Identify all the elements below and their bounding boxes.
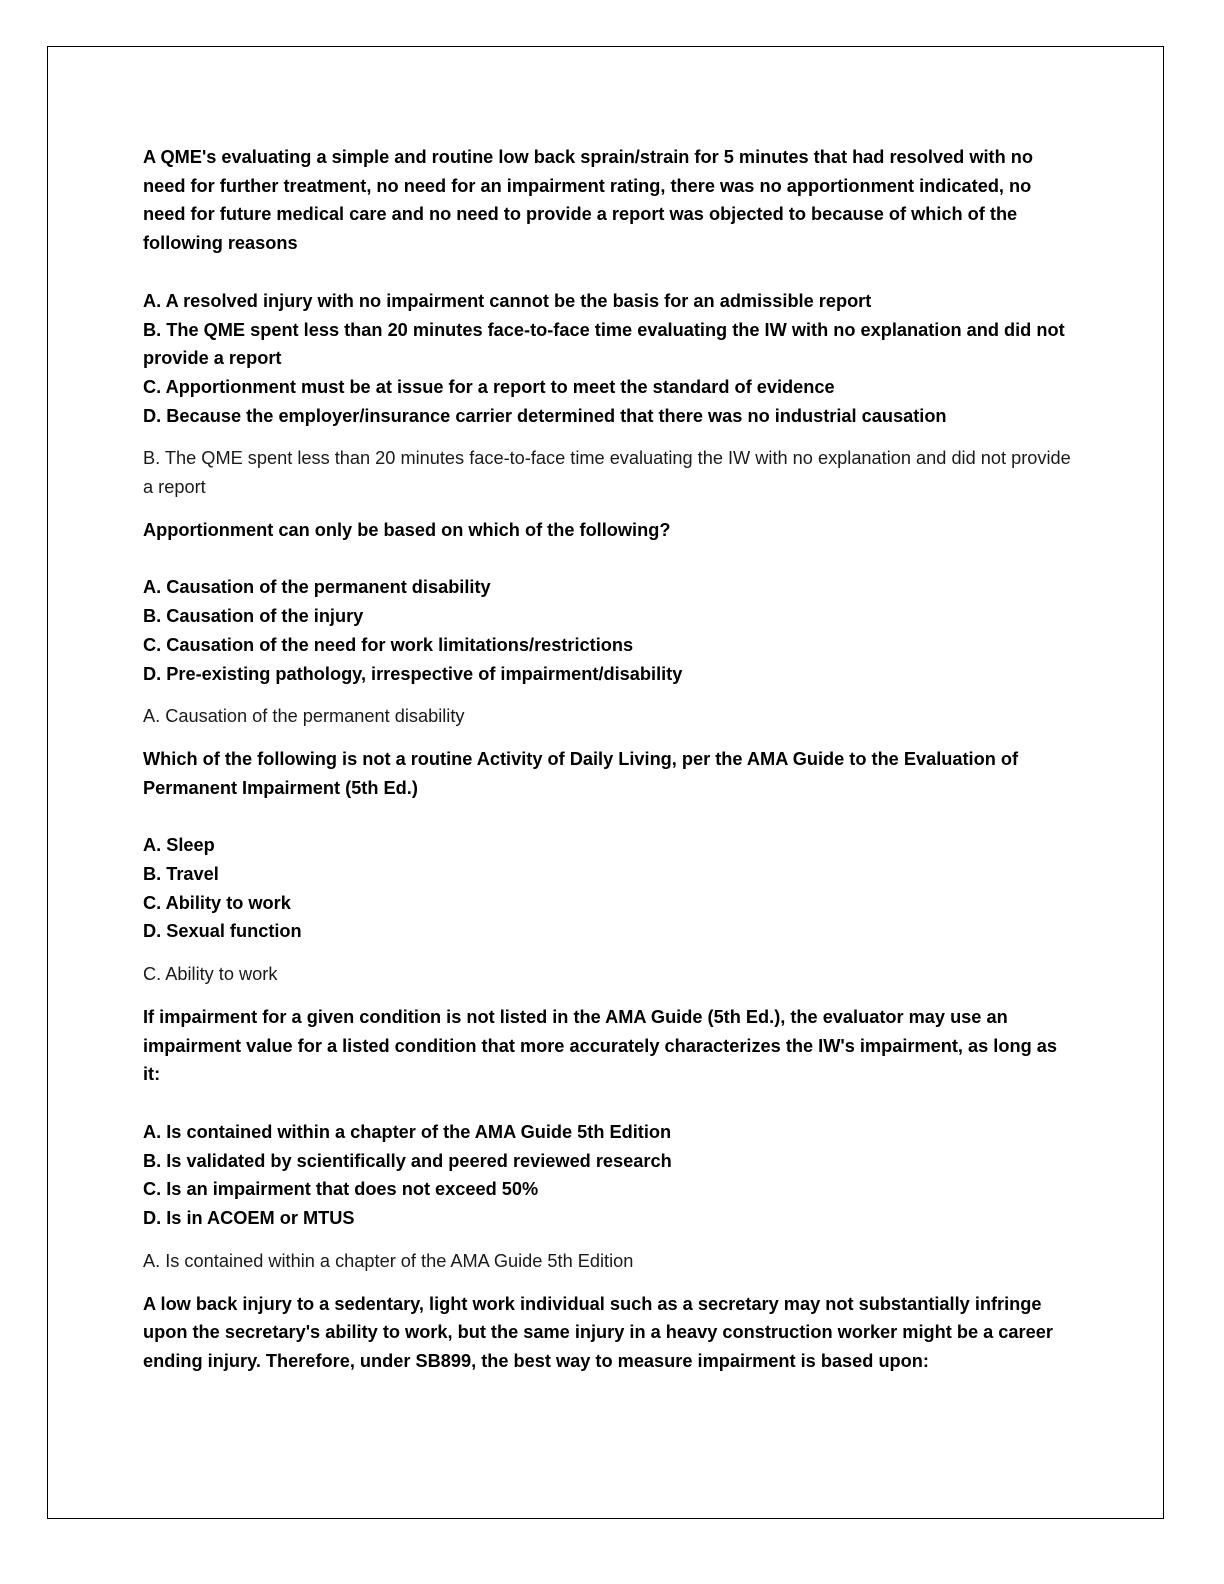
- option-d: D. Because the employer/insurance carrier determined that there was no industrial causation: [143, 405, 947, 426]
- option-d: D. Is in ACOEM or MTUS: [143, 1208, 355, 1229]
- options-list: [143, 287, 1078, 431]
- options-list: [143, 831, 1078, 946]
- option-c: C. Ability to work: [143, 892, 291, 913]
- option-d: D. Pre-existing pathology, irrespective of impairment/disability: [143, 663, 683, 684]
- question-block: [143, 1290, 1078, 1376]
- option-b: B. The QME spent less than 20 minutes face-to-face time evaluating the IW with no explanation and did not provide a report: [143, 319, 1065, 369]
- question-block: [143, 516, 1078, 731]
- option-b: B. Travel: [143, 864, 219, 885]
- options-list: [143, 1118, 1078, 1233]
- answer-text: A. Causation of the permanent disability: [143, 706, 465, 727]
- option-d: D. Sexual function: [143, 921, 302, 942]
- option-a: A. Is contained within a chapter of the AMA Guide 5th Edition: [143, 1121, 672, 1142]
- option-b: B. Is validated by scientifically and peered reviewed research: [143, 1150, 672, 1171]
- question-text: Which of the following is not a routine Activity of Daily Living, per the AMA Guide to the Evaluation of Permanent Impairment (5th Ed.): [143, 748, 1019, 798]
- option-a: A. Causation of the permanent disability: [143, 577, 491, 598]
- question-text: If impairment for a given condition is not listed in the AMA Guide (5th Ed.), the evaluator may use an impairment value for a listed condition that more accurately characterizes the IW's impairment, as long as it:: [143, 1006, 1057, 1085]
- answer-text: A. Is contained within a chapter of the AMA Guide 5th Edition: [143, 1250, 634, 1271]
- answer-text: B. The QME spent less than 20 minutes face-to-face time evaluating the IW with no explanation and did not provide a report: [143, 448, 1071, 498]
- question-block: [143, 143, 1078, 502]
- option-a: A. Sleep: [143, 835, 215, 856]
- question-text: Apportionment can only be based on which of the following?: [143, 519, 671, 540]
- option-a: A. A resolved injury with no impairment cannot be the basis for an admissible report: [143, 290, 872, 311]
- question-block: [143, 1003, 1078, 1276]
- question-text: A QME's evaluating a simple and routine low back sprain/strain for 5 minutes that had resolved with no need for further treatment, no need for an impairment rating, there was no apportionment indicated, no need for future medical care and no need to provide a report was objected to because of which of the following reasons: [143, 147, 1033, 254]
- option-b: B. Causation of the injury: [143, 606, 364, 627]
- question-text: A low back injury to a sedentary, light work individual such as a secretary may not substantially infringe upon the secretary's ability to work, but the same injury in a heavy construction worker might be a career ending injury. Therefore, under SB899, the best way to measure impairment is based upon:: [143, 1293, 1053, 1371]
- answer-text: C. Ability to work: [143, 964, 278, 985]
- document-body: [143, 143, 1078, 1405]
- option-c: C. Apportionment must be at issue for a report to meet the standard of evidence: [143, 376, 835, 397]
- options-list: [143, 573, 1078, 688]
- option-c: C. Causation of the need for work limitations/restrictions: [143, 634, 634, 655]
- question-block: [143, 745, 1078, 989]
- option-c: C. Is an impairment that does not exceed 50%: [143, 1179, 539, 1200]
